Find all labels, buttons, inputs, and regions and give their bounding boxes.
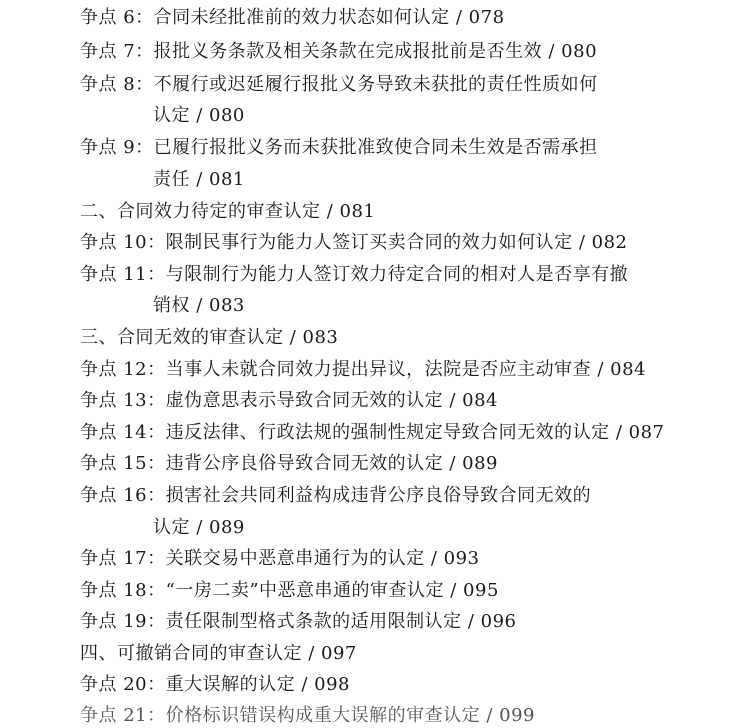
toc-entry-16-cont: 认定 / 089 bbox=[153, 517, 245, 538]
toc-entry-7: 争点 7：报批义务条款及相关条款在完成报批前是否生效 / 080 bbox=[80, 41, 598, 62]
toc-entry-19: 争点 19：责任限制型格式条款的适用限制认定 / 096 bbox=[80, 611, 517, 632]
toc-entry-9: 争点 9：已履行报批义务而未获批准致使合同未生效是否需承担 bbox=[80, 137, 598, 158]
toc-entry-9-cont: 责任 / 081 bbox=[153, 169, 245, 190]
toc-entry-21: 争点 21：价格标识错误构成重大误解的审查认定 / 099 bbox=[80, 705, 535, 726]
toc-section-3: 三、合同无效的审查认定 / 083 bbox=[80, 327, 339, 348]
toc-entry-11-cont: 销权 / 083 bbox=[153, 295, 245, 316]
toc-entry-6: 争点 6：合同未经批准前的效力状态如何认定 / 078 bbox=[80, 7, 505, 28]
toc-entry-13: 争点 13：虚伪意思表示导致合同无效的认定 / 084 bbox=[80, 390, 498, 411]
toc-section-4: 四、可撤销合同的审查认定 / 097 bbox=[80, 643, 357, 664]
toc-entry-17: 争点 17：关联交易中恶意串通行为的认定 / 093 bbox=[80, 548, 480, 569]
toc-entry-15: 争点 15：违背公序良俗导致合同无效的认定 / 089 bbox=[80, 453, 498, 474]
toc-entry-8-cont: 认定 / 080 bbox=[153, 105, 245, 126]
toc-entry-14: 争点 14：违反法律、行政法规的强制性规定导致合同无效的认定 / 087 bbox=[80, 422, 665, 443]
toc-entry-10: 争点 10：限制民事行为能力人签订买卖合同的效力如何认定 / 082 bbox=[80, 232, 628, 253]
toc-section-2: 二、合同效力待定的审查认定 / 081 bbox=[80, 201, 376, 222]
toc-entry-20: 争点 20：重大误解的认定 / 098 bbox=[80, 674, 350, 695]
toc-entry-11: 争点 11：与限制行为能力人签订效力待定合同的相对人是否享有撤 bbox=[80, 264, 629, 285]
toc-entry-8: 争点 8：不履行或迟延履行报批义务导致未获批的责任性质如何 bbox=[80, 74, 598, 95]
toc-entry-16: 争点 16：损害社会共同利益构成违背公序良俗导致合同无效的 bbox=[80, 485, 592, 506]
toc-entry-18: 争点 18：“一房二卖”中恶意串通的审查认定 / 095 bbox=[80, 580, 499, 601]
toc-entry-12: 争点 12：当事人未就合同效力提出异议，法院是否应主动审查 / 084 bbox=[80, 359, 646, 380]
